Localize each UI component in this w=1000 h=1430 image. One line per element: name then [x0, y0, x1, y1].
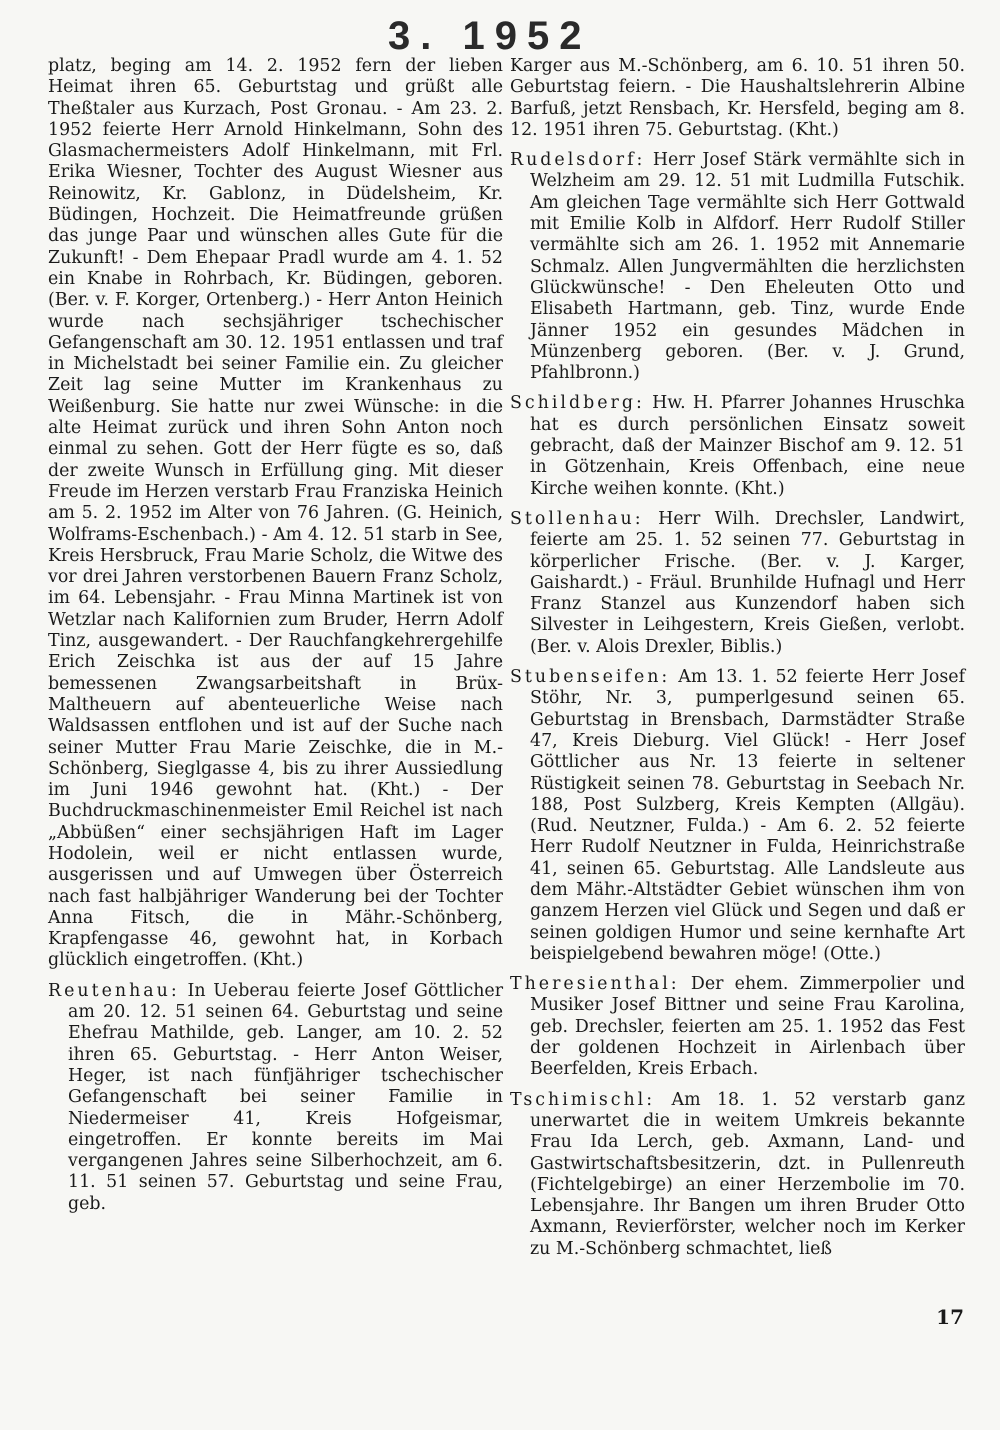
place-name: Rudelsdorf: [510, 150, 646, 171]
page-number: 17 [936, 1305, 964, 1329]
article-schildberg [510, 393, 965, 499]
article-text: In Ueberau feierte Josef Göttlicher am 20. 12. 51 seinen 64. Geburtstag und seine Ehefrau Mathilde, geb. Langer, am 10. 2. 52 ihren 65. Geburtstag. - Herr Anton Weiser, Heger, ist nach fünfjähriger tschechischer Gefangenschaft bei seiner Familie in Niedermeiser 41, Kreis Hofgeismar, eingetroffen. Er konnte bereits im Mai vergangenen Jahres seine Silberhochzeit, am 6. 11. 51 seinen 57. Geburtstag und seine Frau, geb. [68, 980, 504, 1214]
place-name: Reutenhau: [48, 980, 180, 1001]
article-text: Am 13. 1. 52 feierte Herr Josef Stöhr, Nr. 3, pumperlgesund seinen 65. Geburtstag in Brensbach, Darmstädter Straße 47, Kreis Dieburg. Viel Glück! - Herr Josef Göttlicher aus Nr. 13 feierte in seltener Rüstigkeit seinen 78. Geburtstag in Seebach Nr. 188, Post Sulzberg, Kreis Kempten (Allgäu). (Rud. Neutzner, Fulda.) - Am 6. 2. 52 feierte Herr Rudolf Neutzner in Fulda, Heinrichstraße 41, seinen 65. Geburtstag. Alle Landsleute aus dem Mähr.-Altstädter Gebiet wünschen ihm von ganzem Herzen viel Glück und Segen und daß er seinen goldigen Humor und seine kernhafte Art beispielgebend bewahren möge! (Otte.) [530, 667, 966, 964]
left-column [48, 56, 503, 1224]
article-text: Der ehem. Zimmerpolier und Musiker Josef Bittner und seine Frau Karolina, geb. Drechsler, feierten am 25. 1. 1952 das Fest der goldenen Hochzeit in Airlenbach über Beerfelden, Kreis Erbach. [530, 974, 966, 1080]
article-text: Herr Josef Stärk vermählte sich in Welzheim am 29. 12. 51 mit Ludmilla Futschik. Am gleichen Tage vermählte sich Herr Gottwald mit Emilie Kolb in Alfdorf. Herr Rudolf Stiller vermählte sich am 26. 1. 1952 mit Annemarie Schmalz. Allen Jungvermählten die herzlichsten Glückwünsche! - Den Eheleuten Otto und Elisabeth Hartmann, geb. Tinz, wurde Ende Jänner 1952 ein gesundes Mädchen in Münzenberg geboren. (Ber. v. J. Grund, Pfahlbronn.) [530, 150, 965, 384]
article-paragraph: platz, beging am 14. 2. 1952 fern der lieben Heimat ihren 65. Geburtstag und grüßt alle Theßtaler aus Kurzach, Post Gronau. - Am 23. 2. 1952 feierte Herr Arnold Hinkelmann, Sohn des Glasmachermeisters Adolf Hinkelmann, mit Frl. Erika Wiesner, Tochter des August Wiesner aus Reinowitz, Kr. Gablonz, in Düdelsheim, Kr. Büdingen, Hochzeit. Die Heimatfreunde grüßen das junge Paar und wünschen alles Gute für die Zukunft! - Dem Ehepaar Pradl wurde am 4. 1. 52 ein Knabe in Rohrbach, Kr. Büdingen, geboren. (Ber. v. F. Korger, Ortenberg.) - Herr Anton Heinich wurde nach sechsjähriger tschechischer Gefangenschaft am 30. 12. 1951 entlassen und traf in Michelstadt bei seiner Familie ein. Zu gleicher Zeit lag seine Mutter im Krankenhaus zu Weißenburg. Sie hatte nur zwei Wünsche: in die alte Heimat zurück und ihren Sohn Anton noch einmal zu sehen. Gott der Herr fügte es so, daß der zweite Wunsch in Erfüllung ging. Mit dieser Freude im Herzen verstarb Frau Franziska Heinich am 5. 2. 1952 im Alter von 76 Jahren. (G. Heinich, Wolframs-Eschenbach.) - Am 4. 12. 51 starb in See, Kreis Hersbruck, Frau Marie Scholz, die Witwe des vor drei Jahren verstorbenen Bauern Franz Scholz, im 64. Lebensjahr. - Frau Minna Martinek ist von Wetzlar nach Kalifornien zum Bruder, Herrn Adolf Tinz, ausgewandert. - Der Rauchfangkehrergehilfe Erich Zeischka ist aus der auf 15 Jahre bemessenen Zwangsarbeitshaft in Brüx-Maltheuern auf abenteuerliche Weise nach Waldsassen entflohen und ist auf der Suche nach seiner Mutter Frau Marie Zeischke, die in M.-Schönberg, Sieglgasse 4, bis zu ihrer Aussiedlung im Juni 1946 gewohnt hat. (Kht.) - Der Buchdruckmaschinenmeister Emil Reichel ist nach „Abbüßen“ einer sechsjährigen Haft im Lager Hodolein, weil er nicht entlassen wurde, ausgerissen und auf Umwegen über Österreich nach fast halbjähriger Wanderung bei der Tochter Anna Fitsch, die in Mähr.-Schönberg, Krapfengasse 46, gewohnt hat, in Korbach glücklich eingetroffen. (Kht.) [48, 56, 503, 971]
article-rudelsdorf [510, 150, 965, 384]
article-tschimischl [510, 1090, 965, 1260]
article-text: Herr Wilh. Drechsler, Landwirt, feierte am 25. 1. 52 seinen 77. Geburtstag in körperlicher Frische. (Ber. v. J. Karger, Gaishardt.) - Fräul. Brunhilde Hufnagl und Herr Franz Stanzel aus Kunzendorf haben sich Silvester in Leihgestern, Kreis Gießen, verlobt. (Ber. v. Alois Drexler, Biblis.) [530, 508, 966, 657]
place-name: Schildberg: [510, 393, 645, 414]
article-text: Am 18. 1. 52 verstarb ganz unerwartet die in weitem Umkreis bekannte Frau Ida Lerch, geb. Axmann, Land- und Gastwirtschaftsbesitzerin, dzt. in Pullenreuth (Fichtelgebirge) an einer Herzembolie im 70. Lebensjahre. Ihr Bangen um ihren Bruder Otto Axmann, Revierförster, welcher noch im Kerker zu M.-Schönberg schmachtet, ließ [530, 1089, 965, 1259]
article-reutenhau [48, 981, 503, 1215]
issue-stamp: 3. 1952 [388, 14, 592, 58]
place-name: Tschimischl: [510, 1089, 656, 1110]
article-paragraph: Karger aus M.-Schönberg, am 6. 10. 51 ihren 50. Geburtstag feiern. - Die Haushaltslehrerin Albine Barfuß, jetzt Rensbach, Kr. Hersfeld, beging am 8. 12. 1951 ihren 75. Geburtstag. (Kht.) [510, 56, 965, 140]
place-name: Stubenseifen: [510, 667, 671, 688]
place-name: Theresienthal: [510, 974, 680, 995]
article-theresienthal [510, 974, 965, 1080]
right-column [510, 56, 965, 1269]
article-stubenseifen [510, 667, 965, 965]
article-text: Hw. H. Pfarrer Johannes Hruschka hat es durch persönlichen Einsatz soweit gebracht, daß der Mainzer Bischof am 9. 12. 51 in Götzenhain, Kreis Offenbach, eine neue Kirche weihen konnte. (Kht.) [530, 393, 966, 499]
place-name: Stollenhau: [510, 508, 644, 529]
article-stollenhau [510, 509, 965, 658]
